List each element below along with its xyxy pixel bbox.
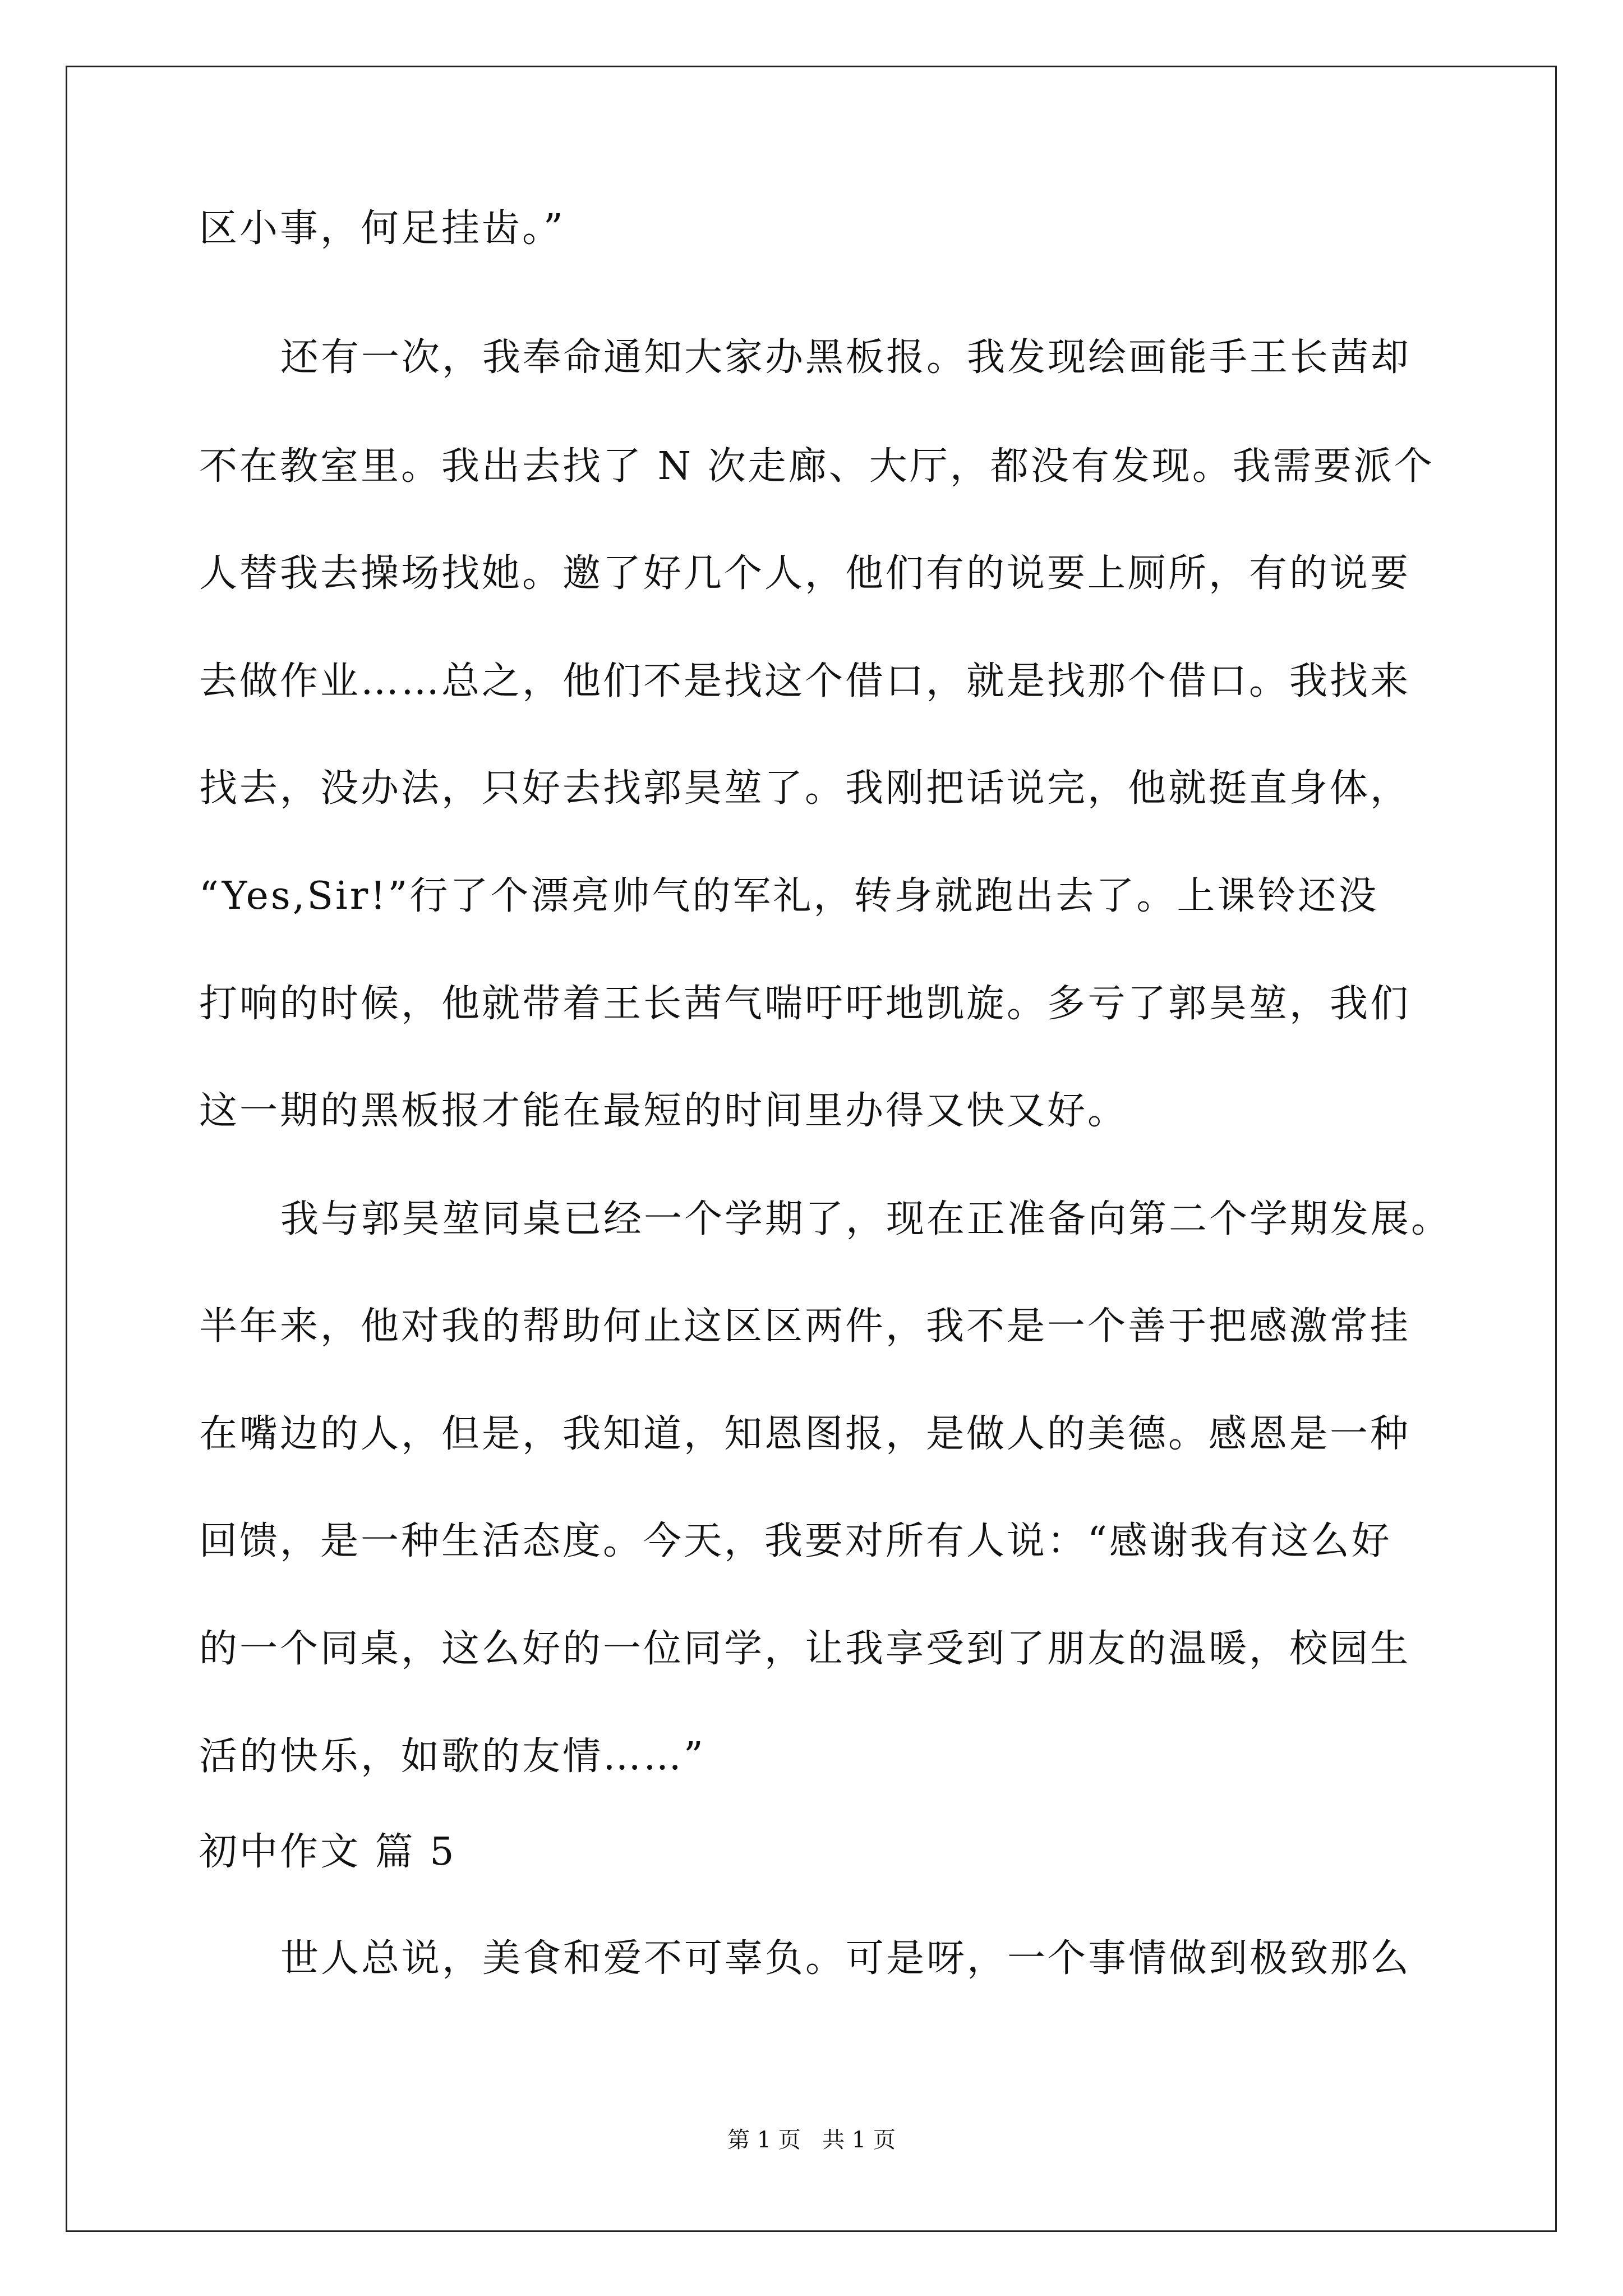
text-line: 回馈，是一种生活态度。今天，我要对所有人说：“感谢我有这么好 bbox=[199, 1519, 1392, 1563]
text-line: 找去，没办法，只好去找郭昊堃了。我刚把话说完，他就挺直身体， bbox=[199, 766, 1411, 811]
text-line: 半年来，他对我的帮助何止这区区两件，我不是一个善于把感激常挂 bbox=[199, 1304, 1411, 1349]
section-heading: 初中作文 篇 5 bbox=[199, 1830, 457, 1874]
text-line: “Yes,Sir!”行了个漂亮帅气的军礼，转身就跑出去了。上课铃还没 bbox=[199, 874, 1379, 918]
paragraph-start-line: 世人总说，美食和爱不可辜负。可是呀，一个事情做到极致那么 bbox=[280, 1936, 1412, 1981]
text-line: 不在教室里。我出去找了 N 次走廊、大厅，都没有发现。我需要派个 bbox=[199, 444, 1435, 489]
text-line: 打响的时候，他就带着王长茜气喘吁吁地凯旋。多亏了郭昊堃，我们 bbox=[199, 982, 1411, 1026]
text-line: 去做作业……总之，他们不是找这个借口，就是找那个借口。我找来 bbox=[199, 659, 1411, 703]
paragraph-start-line: 我与郭昊堃同桌已经一个学期了，现在正准备向第二个学期发展。 bbox=[280, 1197, 1452, 1241]
text-line: 这一期的黑板报才能在最短的时间里办得又快又好。 bbox=[199, 1089, 1128, 1133]
page-border bbox=[66, 66, 1557, 2232]
text-line: 活的快乐，如歌的友情……” bbox=[199, 1734, 706, 1779]
text-line: 区小事，何足挂齿。” bbox=[199, 206, 565, 251]
text-line: 在嘴边的人，但是，我知道，知恩图报，是做人的美德。感恩是一种 bbox=[199, 1412, 1411, 1456]
page-footer: 第 1 页 共 1 页 bbox=[727, 2127, 896, 2153]
text-line: 的一个同桌，这么好的一位同学，让我享受到了朋友的温暖，校园生 bbox=[199, 1627, 1411, 1671]
text-line: 人替我去操场找她。邀了好几个人，他们有的说要上厕所，有的说要 bbox=[199, 551, 1411, 596]
paragraph-start-line: 还有一次，我奉命通知大家办黑板报。我发现绘画能手王长茜却 bbox=[280, 335, 1412, 380]
